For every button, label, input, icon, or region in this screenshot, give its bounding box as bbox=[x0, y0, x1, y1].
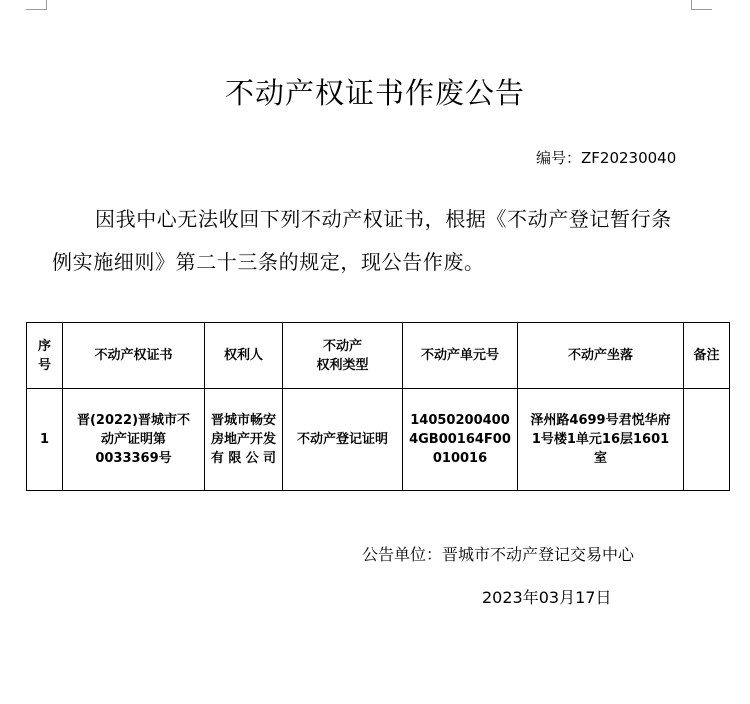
cell-location: 泽州路4699号君悦华府1号楼1单元16层1601室 bbox=[518, 389, 684, 491]
header-unit-no: 不动产单元号 bbox=[403, 323, 518, 389]
header-remark: 备注 bbox=[684, 323, 730, 389]
page-title: 不动产权证书作废公告 bbox=[224, 76, 525, 111]
document-number: 编号：ZF20230040 bbox=[536, 149, 677, 167]
cell-owner: 晋城市畅安房地产开发有限公司 bbox=[205, 389, 283, 491]
header-location: 不动产坐落 bbox=[518, 323, 684, 389]
cell-unit-no: 140502004004GB00164F00010016 bbox=[403, 389, 518, 491]
issuing-unit: 公告单位：晋城市不动产登记交易中心 bbox=[362, 545, 635, 564]
header-owner: 权利人 bbox=[205, 323, 283, 389]
certificate-table bbox=[26, 322, 730, 491]
header-type bbox=[283, 323, 403, 389]
page-corner-mark-right bbox=[691, 0, 712, 10]
header-type-line2: 权利类型 bbox=[316, 357, 369, 373]
cell-type: 不动产登记证明 bbox=[283, 389, 403, 491]
page-corner-mark-left bbox=[26, 0, 47, 10]
cell-remark bbox=[684, 389, 730, 491]
issue-date: 2023年03月17日 bbox=[482, 588, 612, 607]
cell-seq: 1 bbox=[27, 389, 63, 491]
table-header-row bbox=[27, 323, 730, 389]
announcement-body: 因我中心无法收回下列不动产权证书，根据《不动产登记暂行条例实施细则》第二十三条的规定，现公告作废。 bbox=[52, 207, 672, 274]
header-type-line1: 不动产 bbox=[322, 338, 362, 354]
header-seq: 序号 bbox=[27, 323, 63, 389]
header-cert: 不动产权证书 bbox=[63, 323, 205, 389]
cell-cert: 晋(2022)晋城市不动产证明第0033369号 bbox=[63, 389, 205, 491]
table-row bbox=[27, 389, 730, 491]
